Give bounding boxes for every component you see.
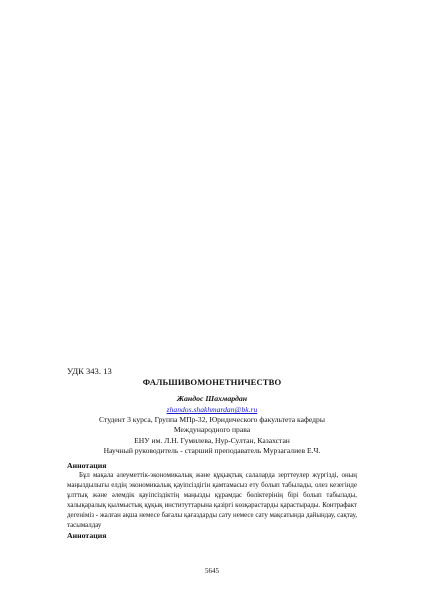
annotation-heading-secondary: Аннотация: [67, 531, 107, 540]
page-number: 5645: [205, 567, 219, 575]
author-name: Жандос Шахмардан: [176, 394, 248, 403]
udc-code: УДК 343. 13: [67, 366, 112, 376]
affiliation-line-1: Студент 3 курса, Группа МПр-32, Юридического факультета кафедры: [99, 415, 325, 424]
supervisor-line: Научный руководитель - старший преподаватель Мурзагалиев Е.Ч.: [103, 446, 321, 455]
article-title: ФАЛЬШИВОМОНЕТНИЧЕСТВО: [142, 377, 282, 387]
annotation-text: Бұл мақала әлеуметтік-экономикалық және құқықтық салаларда зерттеулер жүргізді, оның маңыздылығы елдің экономикалық қауіпсіздігін қамтамасыз ету болып табылады, олез кезегінде ұлттық және әлемдік қауіпсіздіктің маңызды құрамдас бөліктерінің бірі болып табылады, халықаралық қылмыстық құқық институттарына қазіргі көзқарастарды қарастырады. Контрафакт дегеніміз - жалған ақша немесе бағалы қағаздарды сату немесе сату мақсатында дайындау, сақтау, тасымалдау: [67, 472, 357, 529]
affiliation-line-2: Международного права: [173, 425, 251, 434]
annotation-heading: Аннотация: [67, 461, 107, 470]
author-email-link[interactable]: zhandos.shakhmardan@bk.ru: [166, 405, 258, 414]
affiliation-line-3: ЕНУ им. Л.Н. Гумилева, Нур-Султан, Казахстан: [134, 436, 290, 445]
